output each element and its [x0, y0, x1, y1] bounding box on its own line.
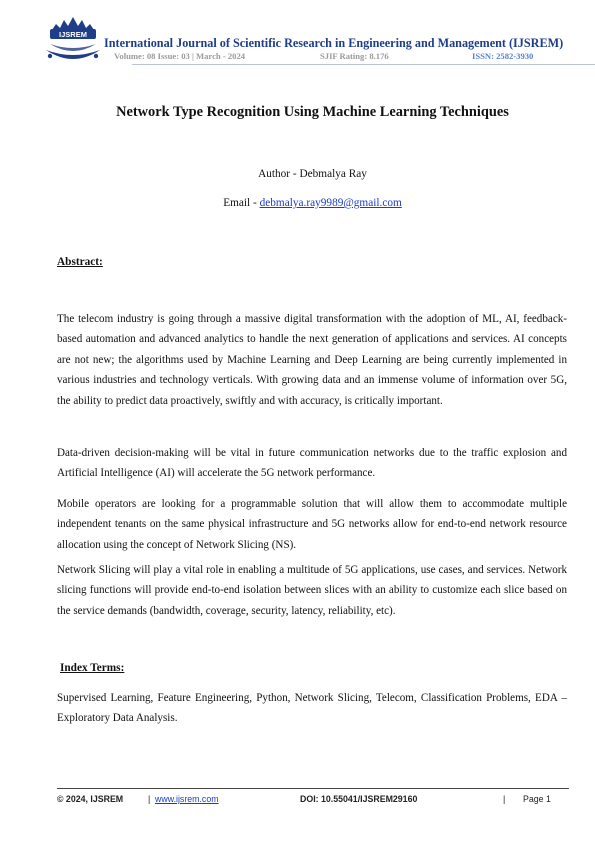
- abstract-paragraph-3: Mobile operators are looking for a programmable solution that will allow them to accommodate multiple independent tenants on the same physical infrastructure and 5G networks allow for end-to-end network resource allocation using the concept of Network Slicing (NS).: [57, 498, 567, 551]
- footer-page-number: Page 1: [523, 794, 551, 804]
- journal-header: [40, 14, 570, 66]
- volume-issue: Volume: 08 Issue: 03 | March - 2024: [114, 51, 246, 61]
- svg-text:IJSREM: IJSREM: [59, 30, 87, 39]
- footer-url-link[interactable]: www.ijsrem.com: [155, 794, 219, 804]
- index-terms-text: Supervised Learning, Feature Engineering, Python, Network Slicing, Telecom, Classification Problems, EDA – Exploratory Data Analysis.: [57, 692, 567, 725]
- footer-copyright: © 2024, IJSREM: [57, 794, 124, 804]
- paper-title: Network Type Recognition Using Machine Learning Techniques: [116, 104, 509, 120]
- index-terms-heading: Index Terms:: [60, 662, 125, 674]
- email-label: Email -: [223, 197, 260, 209]
- header-rule: [132, 64, 595, 65]
- footer-doi: DOI: 10.55041/IJSREM29160: [300, 794, 418, 804]
- abstract-paragraph-4: Network Slicing will play a vital role in enabling a multitude of 5G applications, use cases, and services. Network slicing functions will provide end-to-end isolation between slices with an ability to customize each slice based on the service demands (bandwidth, coverage, security, latency, reliability, etc).: [57, 564, 567, 617]
- abstract-heading: Abstract:: [57, 256, 103, 268]
- abstract-paragraph-2: Data-driven decision-making will be vital in future communication networks due to the traffic explosion and Artificial Intelligence (AI) will accelerate the 5G network performance.: [57, 447, 567, 480]
- footer-separator: |: [148, 794, 151, 804]
- email-link[interactable]: debmalya.ray9989@gmail.com: [259, 197, 402, 209]
- journal-title: International Journal of Scientific Research in Engineering and Management (IJSREM): [104, 36, 564, 50]
- issn: ISSN: 2582-3930: [472, 51, 534, 61]
- abstract-paragraph-1: The telecom industry is going through a massive digital transformation with the adoption of ML, AI, feedback-based automation and advanced analytics to handle the next generation of applications and services. AI concepts are not new; the algorithms used by Machine Learning and Deep Learning are being currently implemented in various industries and technology verticals. With growing data and an immense volume of information over 5G, the ability to predict data proactively, swiftly and with accuracy, is critically important.: [57, 313, 567, 407]
- sjif-rating: SJIF Rating: 8.176: [320, 51, 389, 61]
- footer-rule: [57, 788, 569, 789]
- author-line: Author - Debmalya Ray: [258, 168, 367, 180]
- email-line: [0, 197, 595, 209]
- ijsrem-logo-icon: [42, 14, 104, 66]
- footer-separator: |: [503, 794, 506, 804]
